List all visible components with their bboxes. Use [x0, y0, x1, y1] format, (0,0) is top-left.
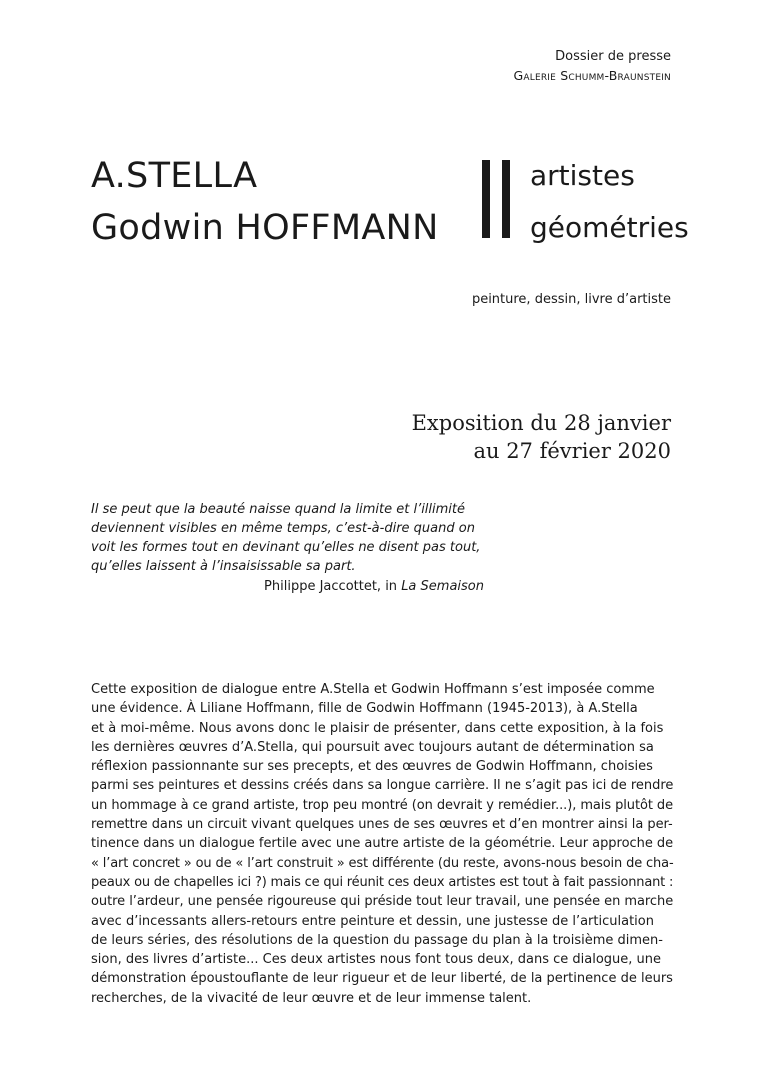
body-line: tinence dans un dialogue fertile avec une autre artiste de la géométrie. Leur approche de — [91, 836, 674, 852]
body-line: recherches, de la vivacité de leur œuvre et de leur immense talent. — [91, 990, 532, 1006]
body-line: un hommage à ce grand artiste, trop peu montré (on devrait y remédier...), mais plutôt de — [91, 797, 674, 813]
body-line: outre l’ardeur, une pensée rigoureuse qui préside tout leur travail, une pensée en marche — [91, 894, 674, 910]
press-kit-label: Dossier de presse — [555, 49, 671, 64]
quote-line: qu’elles laissent à l’insaisissable sa part. — [91, 559, 356, 574]
body-line: sion, des livres d’artiste... Ces deux artistes nous font tous deux, dans ce dialogue, une — [91, 952, 662, 968]
body-line: parmi ses peintures et dessins créés dans sa longue carrière. Il ne s’agit pas ici de rendre — [91, 778, 674, 794]
body-line: réflexion passionnante sur ses precepts, et des œuvres de Godwin Hoffmann, choisies — [91, 759, 653, 775]
body-line: peaux ou de chapelles ici ?) mais ce qui réunit ces deux artistes est tout à fait passionnant : — [91, 874, 674, 890]
body-line: les dernières œuvres d’A.Stella, qui poursuit avec toujours autant de détermination sa — [91, 739, 654, 755]
artist-name-2: Godwin HOFFMANN — [91, 208, 439, 248]
media-tags: peinture, dessin, livre d’artiste — [471, 292, 671, 307]
body-paragraph — [91, 680, 673, 1008]
press-header — [513, 47, 671, 85]
dates-line-2: au 27 février 2020 — [473, 439, 671, 463]
body-line: de leurs séries, des résolutions de la question du passage du plan à la troisième dimen- — [91, 932, 663, 948]
body-line: et à moi-même. Nous avons donc le plaisir de présenter, dans cette exposition, à la fois — [91, 720, 664, 736]
quote-author: Philippe Jaccottet, in — [264, 579, 402, 594]
exhibition-subtitle — [530, 150, 689, 254]
body-line: remettre dans un circuit vivant quelques unes de ses œuvres et d’en montrer ainsi la per- — [91, 817, 673, 833]
body-line: avec d’incessants allers-retours entre peinture et dessin, une justesse de l’articulation — [91, 913, 654, 929]
quote-attribution — [264, 579, 484, 594]
quote-line: voit les formes tout en devinant qu’elles ne disent pas tout, — [91, 540, 481, 555]
artists-title — [91, 150, 439, 254]
double-bar-logo-icon — [482, 160, 514, 238]
body-line: une évidence. À Liliane Hoffmann, fille de Godwin Hoffmann (1945-2013), à A.Stella — [91, 701, 638, 717]
body-line: « l’art concret » ou de « l’art construit » est différente (du reste, avons-nous besoin de cha- — [91, 855, 674, 871]
quote-line: Il se peut que la beauté naisse quand la limite et l’illimité — [91, 502, 466, 517]
subtitle-line-1: artistes — [530, 159, 635, 192]
artist-name-1: A.STELLA — [91, 156, 258, 196]
quote-line: deviennent visibles en même temps, c’est-à-dire quand on — [91, 521, 475, 536]
epigraph-quote — [91, 500, 484, 576]
subtitle-line-2: géométries — [530, 211, 689, 244]
exhibition-dates — [412, 409, 671, 465]
gallery-name: Galerie Schumm-Braunstein — [513, 68, 671, 83]
body-line: démonstration époustouflante de leur rigueur et de leur liberté, de la pertinence de leurs — [91, 971, 673, 987]
quote-work: La Semaison — [401, 579, 484, 594]
body-line: Cette exposition de dialogue entre A.Stella et Godwin Hoffmann s’est imposée comme — [91, 682, 655, 697]
dates-line-1: Exposition du 28 janvier — [411, 411, 671, 435]
